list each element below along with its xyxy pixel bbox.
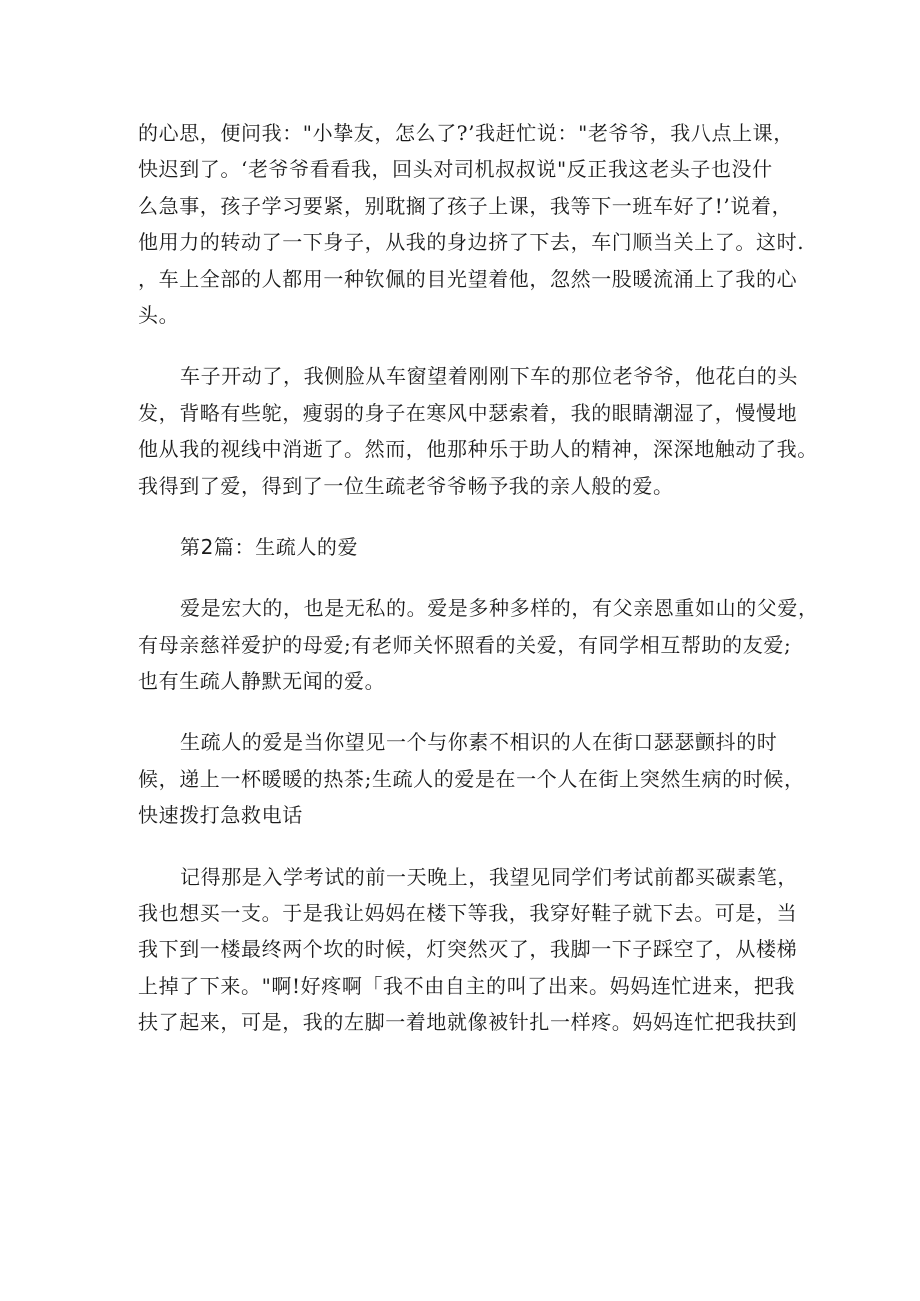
text-line: ，车上全部的人都用一种钦佩的目光望着他，忽然一股暖流涌上了我的心 xyxy=(138,266,798,291)
text-line: 我下到一楼最终两个坎的时候，灯突然灭了，我脚一下子踩空了，从楼梯 xyxy=(138,937,798,962)
paragraph-1 xyxy=(138,115,805,333)
text-line: 他用力的转动了一下身子，从我的身边挤了下去，车门顺当关上了。这时. xyxy=(138,230,805,255)
text-line: 么急事，孩子学习要紧，别耽搁了孩子上课，我等下一班车好了!’说着， xyxy=(138,193,793,218)
text-line: 也有生疏人静默无闻的爱。 xyxy=(138,669,386,694)
text-line: 生疏人的爱是当你望见一个与你素不相识的人在街口瑟瑟颤抖的时 xyxy=(180,730,778,755)
text-line: 记得那是入学考试的前一天晚上，我望见同学们考试前都买碳素笔， xyxy=(180,864,798,889)
paragraph-3 xyxy=(138,590,819,699)
document-body xyxy=(138,115,819,1066)
text-line: 候，递上一杯暖暖的热茶;生疏人的爱是在一个人在街上突然生病的时候， xyxy=(138,766,805,791)
text-line: 我也想买一支。于是我让妈妈在楼下等我，我穿好鞋子就下去。可是，当 xyxy=(138,901,798,926)
text-line: 头。 xyxy=(138,302,180,327)
text-line: 他从我的视线中消逝了。然而，他那种乐于助人的精神，深深地触动了我。 xyxy=(138,437,818,462)
text-line: 爱是宏大的，也是无私的。爱是多种多样的，有父亲恩重如山的父爱， xyxy=(180,596,819,621)
text-line: 扶了起来，可是，我的左脚一着地就像被针扎一样疼。妈妈连忙把我扶到 xyxy=(138,1010,798,1035)
text-line: 的心思，便问我："小挚友，怎么了?’我赶忙说："老爷爷，我八点上课， xyxy=(138,121,794,145)
text-line: 上掉了下来。"啊!好疼啊「我不由自主的叫了出来。妈妈连忙进来，把我 xyxy=(138,973,796,998)
heading-text: 第2篇：生疏人的爱 xyxy=(180,534,359,559)
section-heading xyxy=(138,529,798,565)
paragraph-2 xyxy=(138,358,818,504)
text-line: 我得到了爱，得到了一位生疏老爷爷畅予我的亲人般的爱。 xyxy=(138,473,674,498)
text-line: 车子开动了，我侧脸从车窗望着刚刚下车的那位老爷爷，他花白的头 xyxy=(180,364,798,389)
paragraph-4 xyxy=(138,724,805,833)
text-line: 发，背略有些鸵，瘦弱的身子在寒风中瑟索着，我的眼睛潮湿了，慢慢地 xyxy=(138,400,798,425)
text-line: 有母亲慈祥爱护的母爱;有老师关怀照看的关爱，有同学相互帮助的友爱; xyxy=(138,632,792,657)
text-line: 快迟到了。‘老爷爷看看我，回头对司机叔叔说"反正我这老头子也没什 xyxy=(138,157,773,182)
paragraph-5 xyxy=(138,859,798,1041)
text-line: 快速拨打急救电话 xyxy=(138,803,303,828)
